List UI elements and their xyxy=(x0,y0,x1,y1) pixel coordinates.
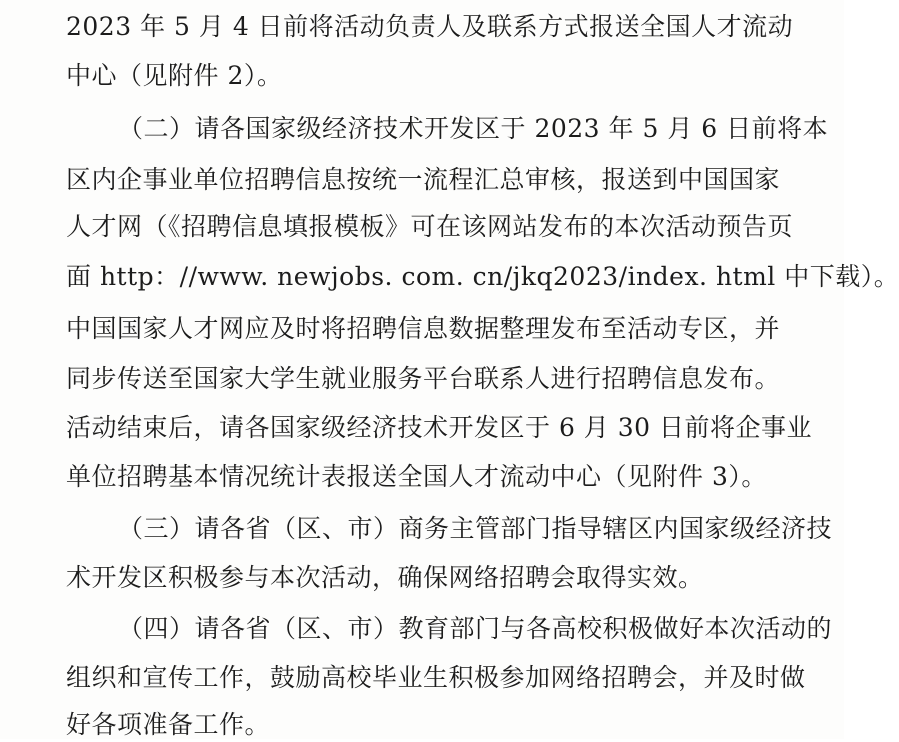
text-line: 同步传送至国家大学生就业服务平台联系人进行招聘信息发布。 xyxy=(66,364,781,393)
url-text-line: 面 http：//www. newjobs. com. cn/jkq2023/index. html 中下载）。 xyxy=(66,262,899,291)
text-line: 中国国家人才网应及时将招聘信息数据整理发布至活动专区，并 xyxy=(66,314,781,343)
paragraph-2-heading-line: （二）请各国家级经济技术开发区于 2023 年 5 月 6 日前将本 xyxy=(118,114,829,143)
text-line: 好各项准备工作。 xyxy=(66,710,271,739)
paragraph-3-heading-line: （三）请各省（区、市）商务主管部门指导辖区内国家级经济技 xyxy=(118,514,833,543)
text-line: 2023 年 5 月 4 日前将活动负责人及联系方式报送全国人才流动 xyxy=(66,12,794,41)
text-line: 中心（见附件 2）。 xyxy=(66,61,283,90)
text-line: 人才网（《招聘信息填报模板》可在该网站发布的本次活动预告页 xyxy=(66,212,794,241)
text-line: 区内企事业单位招聘信息按统一流程汇总审核，报送到中国国家 xyxy=(66,165,781,194)
text-line: 组织和宣传工作，鼓励高校毕业生积极参加网络招聘会，并及时做 xyxy=(66,663,806,692)
text-line: 单位招聘基本情况统计表报送全国人才流动中心（见附件 3）。 xyxy=(66,462,767,491)
text-line: 活动结束后，请各国家级经济技术开发区于 6 月 30 日前将企事业 xyxy=(66,413,813,442)
paragraph-4-heading-line: （四）请各省（区、市）教育部门与各高校积极做好本次活动的 xyxy=(118,614,833,643)
text-line: 术开发区积极参与本次活动，确保网络招聘会取得实效。 xyxy=(66,563,704,592)
